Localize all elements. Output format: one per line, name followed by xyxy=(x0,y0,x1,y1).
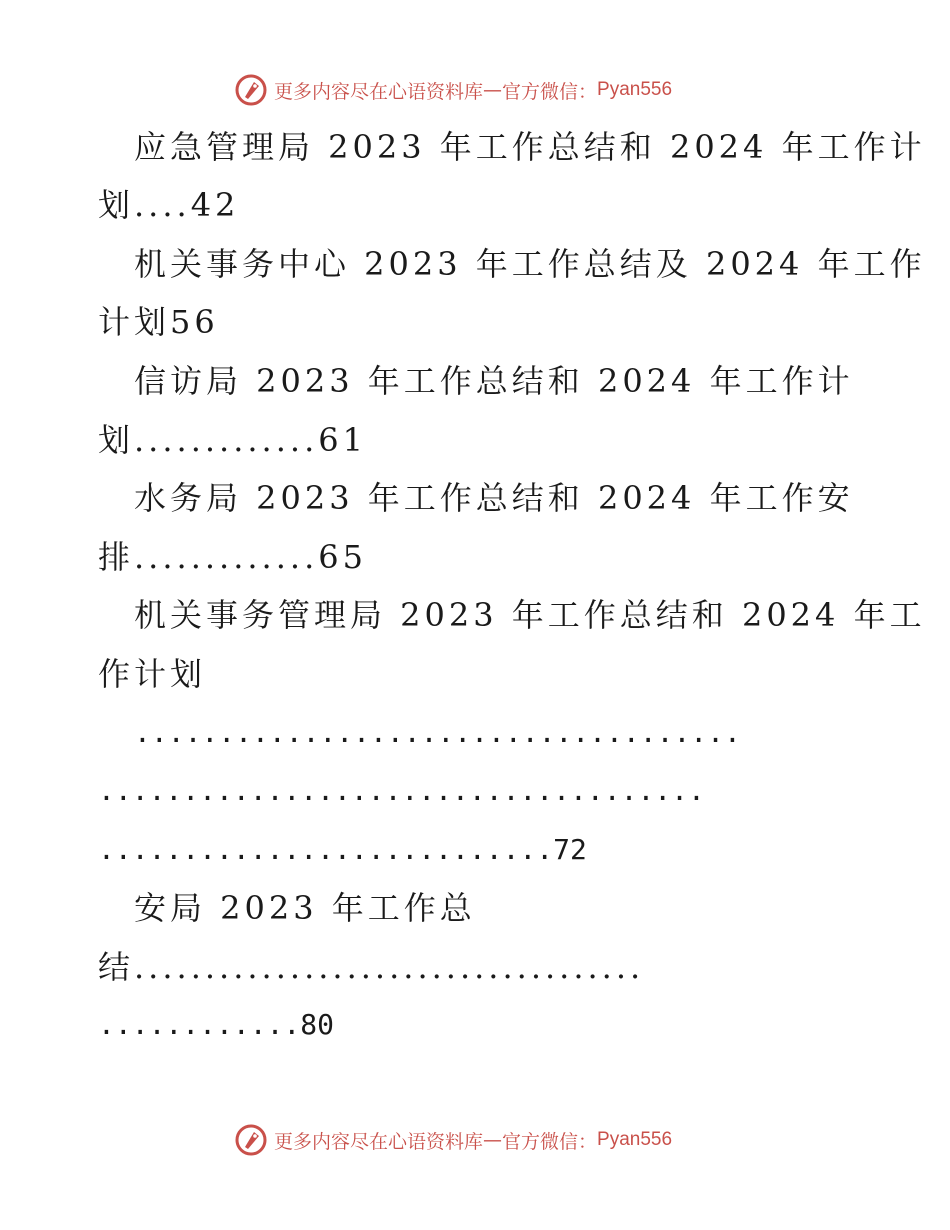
toc-entry-6-page: ............80 xyxy=(98,1008,335,1041)
pen-nib-logo-icon xyxy=(234,1123,268,1157)
toc-entry-5-title: 机关事务管理局 2023 年工作总结和 2024 年工 xyxy=(134,596,926,634)
watermark-dash: — xyxy=(483,79,503,101)
watermark-text: 更多内容尽在心语资料库 xyxy=(274,1130,484,1153)
watermark-text: 更多内容尽在心语资料库 xyxy=(274,80,484,103)
toc-entry-5-page: ...........................72 xyxy=(98,833,587,866)
watermark-dash: — xyxy=(483,1129,503,1151)
watermark-wechat-id: Pyan556 xyxy=(597,79,673,100)
toc-entry-5-title-cont: 作计划 xyxy=(98,655,207,693)
toc-entry-5-leader-2: .................................... xyxy=(98,774,705,807)
watermark-wechat-label: 官方微信： xyxy=(502,1130,598,1153)
toc-entry-5-leader-1: .................................... xyxy=(134,716,741,749)
toc-entry-4-page: 排.............65 xyxy=(98,538,367,576)
toc-entry-1-page: 划....42 xyxy=(98,186,240,224)
toc-entry-6-title-cont: 结.................................... xyxy=(98,948,645,986)
toc-entry-2-title: 机关事务中心 2023 年工作总结及 2024 年工作 xyxy=(134,245,926,283)
watermark-wechat-id: Pyan556 xyxy=(597,1129,673,1150)
footer-watermark xyxy=(234,1122,672,1158)
toc-entry-3-page: 划.............61 xyxy=(98,421,367,459)
toc-entry-6-title: 安局 2023 年工作总 xyxy=(134,889,476,927)
toc-entry-2-page: 计划56 xyxy=(98,303,219,341)
watermark-wechat-label: 官方微信： xyxy=(502,80,598,103)
toc-entry-1-title: 应急管理局 2023 年工作总结和 2024 年工作计 xyxy=(134,128,926,166)
toc-entry-4-title: 水务局 2023 年工作总结和 2024 年工作安 xyxy=(134,479,854,517)
toc-entry-3-title: 信访局 2023 年工作总结和 2024 年工作计 xyxy=(134,362,854,400)
